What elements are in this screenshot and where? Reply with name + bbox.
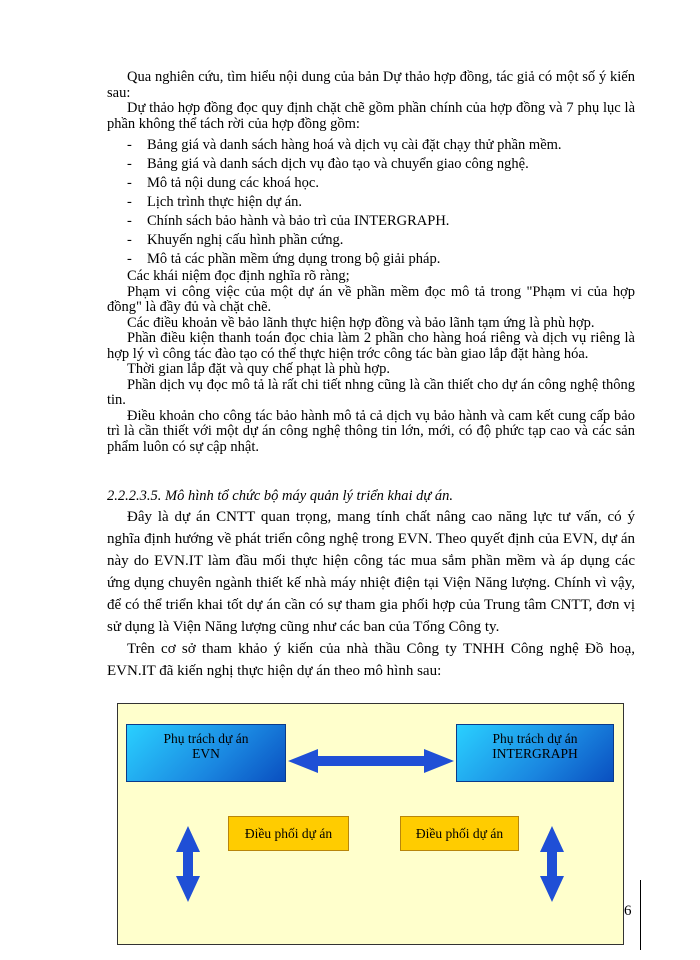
box-coordinator-left: Điều phối dự án [228,816,349,851]
paragraph: Phần điều kiện thanh toán đọc chia làm 2 phần cho hàng hoá riêng và dịch vụ riêng là hợp lý vì công tác đào tạo có thể thực hiện trớc công tác bàn giao lắp đặt hàng hóa. [107,330,635,362]
page-border-line [640,880,641,950]
paragraph: Phạm vi công việc của một dự án về phần mềm đọc mô tả trong "Phạm vi của hợp đồng" là đầy đủ và chặt chẽ. [107,283,635,315]
section-heading: 2.2.2.3.5. Mô hình tổ chức bộ máy quản lý triển khai dự án. [107,488,454,504]
paragraph: Các khái niệm đọc định nghĩa rõ ràng; [127,268,350,284]
list-item: - Mô tả nội dung các khoá học. [127,175,319,191]
page-number: 6 [624,903,632,919]
paragraph: Các điều khoản về bảo lãnh thực hiện hợp đồng và bảo lãnh tạm ứng là phù hợp. [127,314,595,331]
double-arrow-vertical-left-icon [176,826,200,902]
list-item: - Lịch trình thực hiện dự án. [127,194,303,210]
list-item: - Khuyến nghị cấu hình phần cứng. [127,232,344,248]
list-item: - Mô tả các phần mềm ứng dụng trong bộ giải pháp. [127,251,441,267]
section-paragraph-2: Trên cơ sở tham khảo ý kiến của nhà thầu Công ty TNHH Công nghệ Đồ hoạ, EVN.IT đã kiến nghị thực hiện dự án theo mô hình sau: [107,641,635,679]
double-arrow-vertical-right-icon [540,826,564,902]
box-project-lead-evn: Phụ trách dự án EVN [126,724,286,782]
section-paragraph: Đây là dự án CNTT quan trọng, mang tính chất nâng cao năng lực tư vấn, có ý nghĩa định hướng về phát triển công nghệ trong EVN. Theo quyết định của EVN, dự án này do EVN.IT làm đầu mối thực hiện công tác mua sắm phần mềm và áp dụng các ứng dụng chuyên ngành thiết kế nhà máy nhiệt điện tại Viện Năng lượng. Chính vì vậy, để có thể triển khai tốt dự án cần có sự tham gia phối hợp của Trung tâm CNTT, đơn vị sử dụng là Viện Năng lượng cũng như các ban của Tổng Công ty. [107,509,635,635]
intro-line-1: Qua nghiên cứu, tìm hiểu nội dung của bản Dự thảo hợp đồng, tác giả có một số ý kiến sau: [107,69,635,101]
section-body-2 [107,638,635,682]
list-item: - Bảng giá và danh sách hàng hoá và dịch vụ cài đặt chạy thử phần mềm. [127,137,562,153]
appendix-list [107,136,635,269]
list-item: - Chính sách bảo hành và bảo trì của INTERGRAPH. [127,213,450,229]
paragraph: Thời gian lắp đặt và quy chế phạt là phù hợp. [127,361,390,377]
paragraph: Điều khoản cho công tác bảo hành mô tả cả dịch vụ bảo hành và cam kết cung cấp bảo trì là cần thiết với một dự án công nghệ thông tin lớn, mới, có độ phức tạp cao và các sản phẩm luôn có sự cập nhật. [107,407,635,455]
box-coordinator-right: Điều phối dự án [400,816,519,851]
diagram-arrows [118,704,623,944]
list-item: - Bảng giá và danh sách dịch vụ đào tạo và chuyển giao công nghệ. [127,156,529,172]
box-project-lead-intergraph: Phụ trách dự án INTERGRAPH [456,724,614,782]
intro-line-2: Dự thảo hợp đồng đọc quy định chặt chẽ gồm phần chính của hợp đồng và 7 phụ lục là phần không thể tách rời của hợp đồng gồm: [107,100,635,132]
intro-block [107,70,635,455]
section-body [107,506,635,638]
paragraph: Phần dịch vụ đọc mô tả là rất chi tiết nhng cũng là cần thiết cho dự án công nghệ thông tin. [107,376,635,408]
double-arrow-horizontal-icon [288,749,454,773]
org-diagram [117,703,624,945]
